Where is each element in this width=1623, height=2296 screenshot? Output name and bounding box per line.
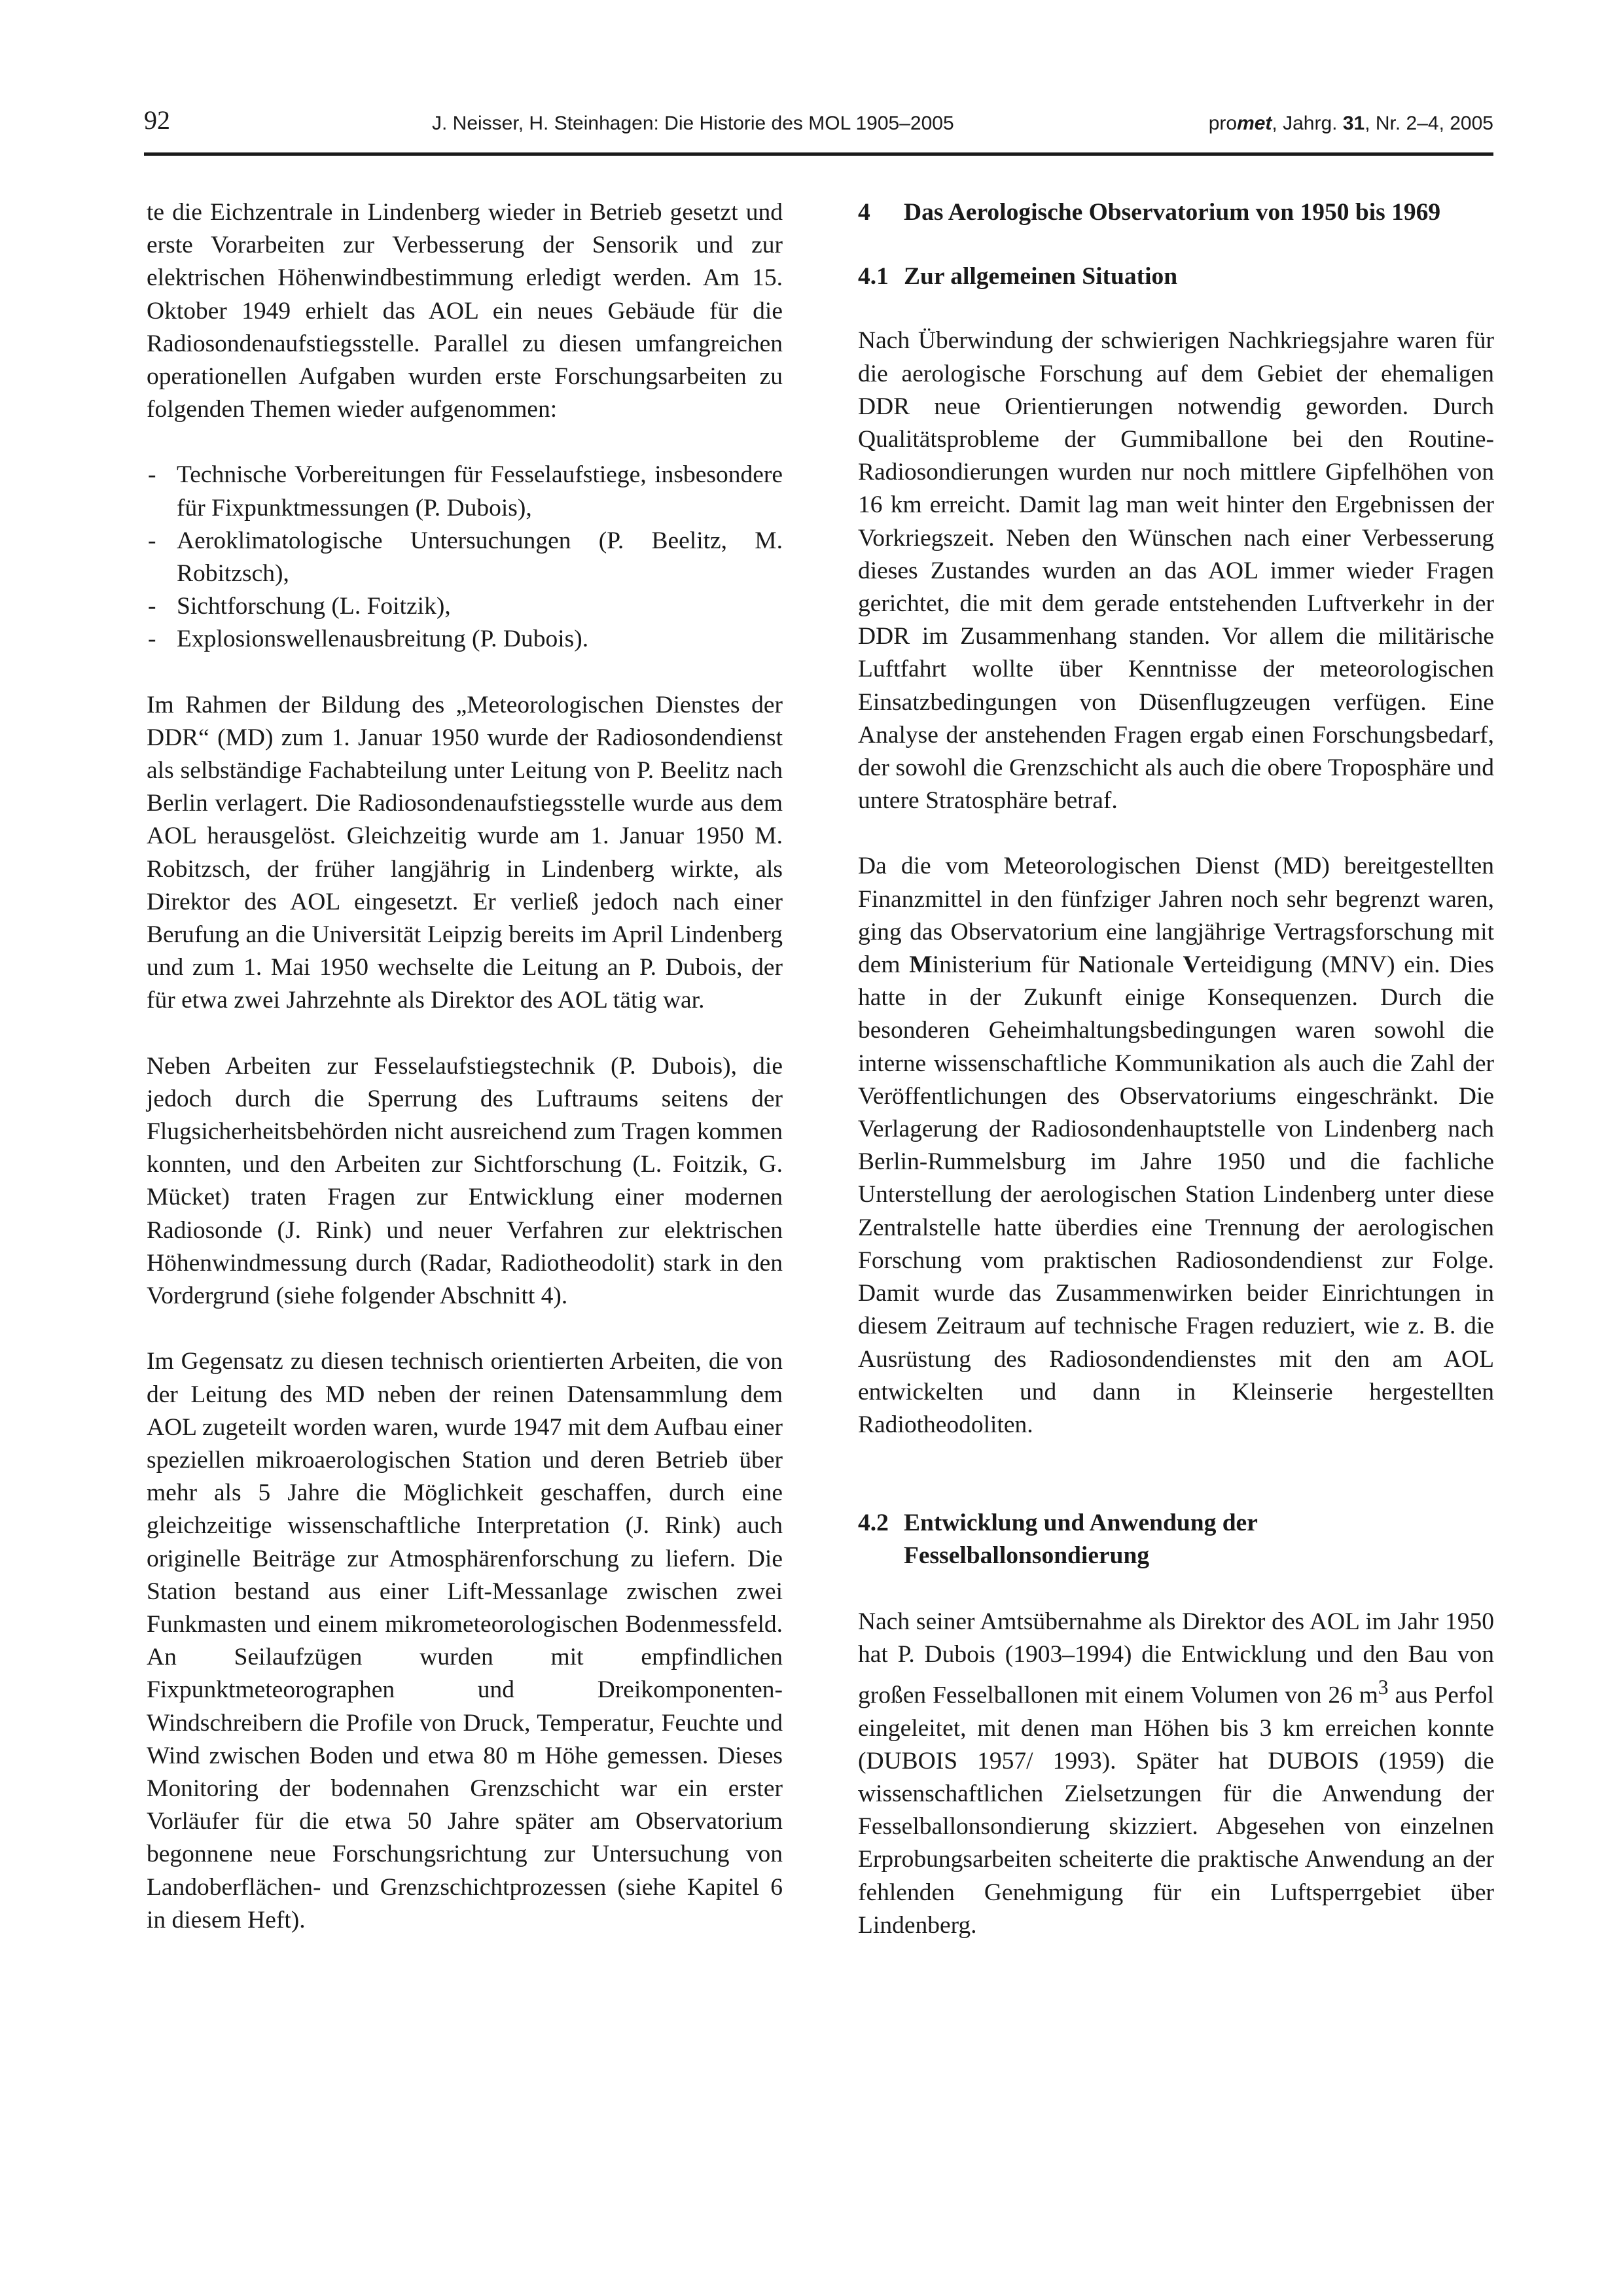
- research-topics-list: [147, 459, 783, 656]
- list-item: - Explosionswellenausbreitung (P. Dubois).: [147, 623, 783, 656]
- subsection-number: 4.2: [858, 1510, 889, 1537]
- text-run-bold: M: [909, 951, 933, 979]
- left-column: [147, 196, 783, 1969]
- section-number: 4: [858, 199, 870, 226]
- header-rule: [144, 152, 1493, 156]
- journal-volume: 31: [1342, 113, 1365, 134]
- left-paragraph-4: Im Gegensatz zu diesen technisch orientierten Arbeiten, die von der Leitung des MD neben der reinen Datensammlung dem AOL zugeteilt worden waren, wurde 1947 mit dem Aufbau einer speziellen mikroaerologischen Station und deren Betrieb über mehr als 5 Jahre die Möglichkeit geschaffen, durch eine gleichzeitige wissenschaftliche Interpretation (J. Rink) auch originelle Beiträge zur Atmosphärenforschung zu liefern. Die Station bestand aus einer Lift-Messanlage zwischen zwei Funkmasten und einem mikrometeorologischen Bodenmessfeld. An Seilaufzügen wurden mit empfindlichen Fixpunktmeteorographen und Dreikomponenten-Windschreibern die Profile von Druck, Temperatur, Feuchte und Wind zwischen Boden und etwa 80 m Höhe gemessen. Dieses Monitoring der bodennahen Grenzschicht war ein erster Vorläufer für die etwa 50 Jahre später am Observatorium begonnene neue Forschungsrichtung zur Untersuchung von Landoberflächen- und Grenzschichtprozessen (siehe Kapitel 6 in diesem Heft).: [147, 1348, 783, 1934]
- right-column: [858, 196, 1494, 1975]
- page-header: [144, 105, 1493, 144]
- journal-name-prefix: pro: [1208, 113, 1238, 134]
- right-paragraph-3: [858, 1606, 1494, 1943]
- journal-citation: [1209, 113, 1493, 135]
- page-number: 92: [144, 105, 170, 135]
- subsection-heading-4-1: [858, 260, 1494, 293]
- subsection-title: Entwicklung und Anwendung der Fesselballonsondierung: [904, 1510, 1258, 1570]
- section-title: Das Aerologische Observatorium von 1950 bis 1969: [904, 199, 1441, 226]
- left-paragraph-3: Neben Arbeiten zur Fesselaufstiegstechnik (P. Dubois), die jedoch durch die Sperrung des Luftraums seitens der Flugsicherheitsbehörden nicht ausreichend zum Tragen kommen konnten, und den Arbeiten zur Sichtforschung (L. Foitzik, G. Mücket) traten Fragen zur Entwicklung einer modernen Radiosonde (J. Rink) und neuer Verfahren zur elektrischen Höhenwindmessung durch (Radar, Radiotheodolit) stark in den Vordergrund (siehe folgender Abschnitt 4).: [147, 1052, 783, 1310]
- left-paragraph-2: Im Rahmen der Bildung des „Meteorologischen Dienstes der DDR“ (MD) zum 1. Januar 1950 wurde der Radiosondendienst als selbständige Fachabteilung unter Leitung von P. Beelitz nach Berlin verlagert. Die Radiosondenaufstiegsstelle wurde aus dem AOL herausgelöst. Gleichzeitig wurde am 1. Januar 1950 M. Robitzsch, der früher langjährig in Lindenberg wirkte, als Direktor des AOL eingesetzt. Er verließ jedoch nach einer Berufung an die Universität Leipzig bereits im April Lindenberg und zum 1. Mai 1950 wechselte die Leitung an P. Dubois, der für etwa zwei Jahrzehnte als Direktor des AOL tätig war.: [147, 691, 783, 1014]
- list-item: - Technische Vorbereitungen für Fesselaufstiege, insbesondere für Fixpunktmessungen (P. Dubois),: [147, 459, 783, 524]
- text-run: ationale: [1096, 951, 1183, 979]
- left-paragraph-1: te die Eichzentrale in Lindenberg wieder in Betrieb gesetzt und erste Vorarbeiten zur Verbesserung der Sensorik und zur elektrischen Höhenwindbestimmung erledigt werden. Am 15. Oktober 1949 erhielt das AOL ein neues Gebäude für die Radiosondenaufstiegsstelle. Parallel zu diesen umfangreichen operationellen Aufgaben wurden erste Forschungsarbeiten zu folgenden Themen wieder aufgenommen:: [147, 199, 783, 423]
- text-run-bold: V: [1183, 951, 1201, 979]
- journal-issue: , Nr. 2–4, 2005: [1364, 113, 1493, 134]
- subsection-number: 4.1: [858, 263, 889, 291]
- superscript: 3: [1378, 1675, 1389, 1699]
- right-paragraph-2: [858, 850, 1494, 1441]
- text-run: Nach seiner Amtsübernahme als Direktor des AOL im Jahr 1950 hat P. Dubois (1903–1994) die Entwicklung und den Bau von großen Fesselballonen mit einem Volumen von 26 m: [858, 1608, 1494, 1709]
- list-item: - Sichtforschung (L. Foitzik),: [147, 590, 783, 623]
- list-item: - Aeroklimatologische Untersuchungen (P. Beelitz, M. Robitzsch),: [147, 525, 783, 590]
- text-run-bold: N: [1078, 951, 1097, 979]
- journal-year-label: , Jahrg.: [1272, 113, 1343, 134]
- right-paragraph-1: Nach Überwindung der schwierigen Nachkriegsjahre waren für die aerologische Forschung auf dem Gebiet der ehemaligen DDR neue Orientierungen notwendig geworden. Durch Qualitätsprobleme der Gummiballone bei den Routine-Radiosondierungen wurden nur noch mittlere Gipfelhöhen von 16 km erreicht. Damit lag man weit hinter den Ergebnissen der Vorkriegszeit. Neben den Wünschen nach einer Verbesserung dieses Zustandes wurden an das AOL immer wieder Fragen gerichtet, die mit dem gerade entstehenden Luftverkehr in der DDR im Zusammenhang standen. Vor allem die militärische Luftfahrt wollte über Kenntnisse der meteorologischen Einsatzbedingungen von Düsenflugzeugen verfügen. Eine Analyse der anstehenden Fragen ergab einen Forschungsbedarf, der sowohl die Grenzschicht als auch die obere Troposphäre und untere Stratosphäre betraf.: [858, 327, 1494, 815]
- text-run: inisterium für: [932, 951, 1079, 979]
- text-run: aus Perfol eingeleitet, mit denen man Höhen bis 3 km erreichen konnte (DUBOIS 1957/ 1993). Später hat DUBOIS (1959) die wissenschaftlichen Zielsetzungen für die Anwendung der Fesselballonsondierung skizziert. Abgesehen von einzelnen Erprobungsarbeiten scheiterte die praktische Anwendung an der fehlenden Genehmigung für ein Luftsperrgebiet über Lindenberg.: [858, 1682, 1494, 1939]
- section-heading: [858, 196, 1494, 229]
- subsection-heading-4-2: [858, 1507, 1494, 1572]
- text-run: erteidigung (MNV) ein. Dies hatte in der Zukunft einige Konsequenzen. Durch die besonderen Geheimhaltungsbedingungen waren sowohl die interne wissenschaftliche Kommunikation als auch die Zahl der Veröffentlichungen des Observatoriums eingeschränkt. Die Verlagerung der Radiosondenhauptstelle von Lindenberg nach Berlin-Rummelsburg im Jahre 1950 und die fachliche Unterstellung der aerologischen Station Lindenberg unter diese Zentralstelle hatte überdies eine Trennung der aerologischen Forschung vom praktischen Radiosondendienst zur Folge. Damit wurde das Zusammenwirken beider Einrichtungen in diesem Zeitraum auf technische Fragen reduziert, wie z. B. die Ausrüstung des Radiosondendienstes mit den am AOL entwickelten und dann in Kleinserie hergestellten Radiotheodoliten.: [858, 951, 1494, 1438]
- journal-name-met: met: [1237, 113, 1272, 134]
- subsection-title: Zur allgemeinen Situation: [904, 263, 1178, 291]
- running-title: J. Neisser, H. Steinhagen: Die Historie des MOL 1905–2005: [432, 113, 954, 134]
- text-run: Da die vom Meteorologischen Dienst (MD) bereitgestellten Finanzmittel in den fünfziger Jahren noch sehr begrenzt waren, ging das Observatorium eine langjährige Vertragsforschung mit dem: [858, 853, 1494, 979]
